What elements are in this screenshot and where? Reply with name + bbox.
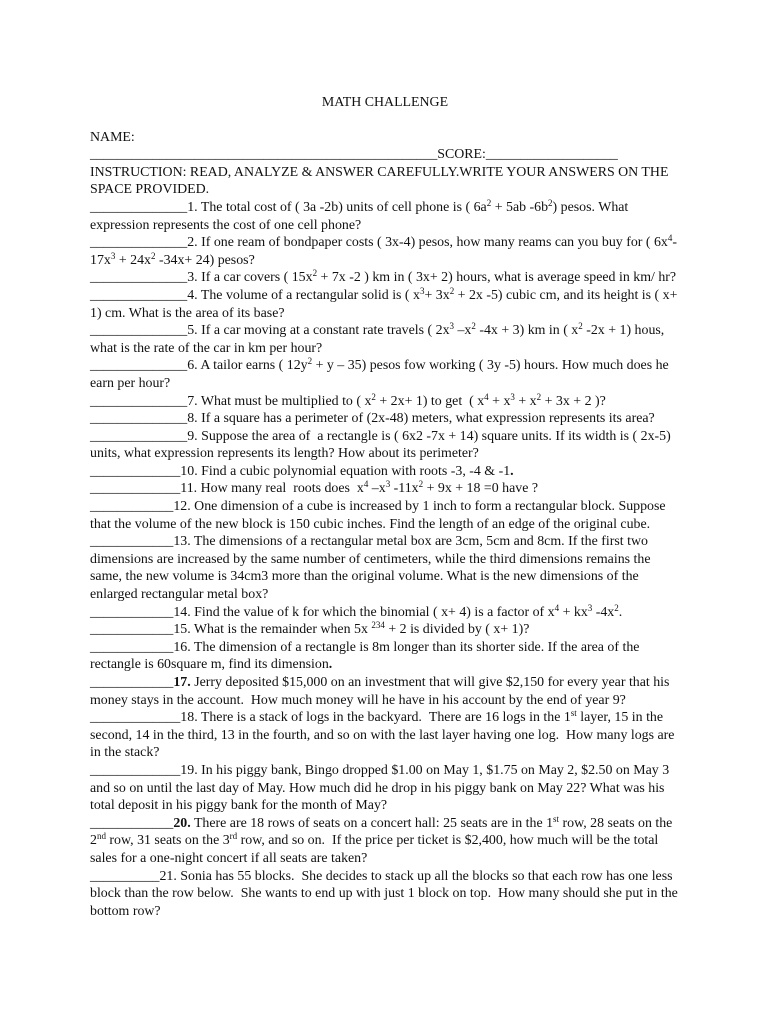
question-item bbox=[90, 621, 680, 639]
answer-blank[interactable]: ____________ bbox=[90, 604, 174, 620]
instruction-text: INSTRUCTION: READ, ANALYZE & ANSWER CAREFULLY.WRITE YOUR ANSWERS ON THE SPACE PROVIDED. bbox=[90, 164, 669, 198]
question-text: 18. There is a stack of logs in the backyard. There are 16 logs in the 1st layer, 15 in the second, 14 in the third, 13 in the fourth, and so on with the last layer having one log. How many logs are in the stack? bbox=[90, 708, 675, 761]
question-text: 6. A tailor earns ( $12y^2 + y - 35$) pesos fow working ( 3y -5) hours. How much does he earn per hour? bbox=[90, 356, 669, 391]
question-item bbox=[90, 480, 680, 498]
question-item bbox=[90, 357, 680, 392]
answer-blank[interactable]: ______________ bbox=[90, 235, 188, 251]
answer-blank[interactable]: _____________ bbox=[90, 463, 181, 479]
answer-blank[interactable]: _____________ bbox=[90, 481, 181, 497]
answer-blank[interactable]: ____________ bbox=[90, 815, 174, 831]
question-item bbox=[90, 322, 680, 357]
question-text: 21. Sonia has 55 blocks. She decides to stack up all the blocks so that each row has one less block than the row below. She wants to end up with just 1 block on top. How many should she put in the bottom row? bbox=[90, 868, 678, 919]
question-text: 14. Find the value of k for which the binomial ( x+ 4) is a factor of $x^4 + kx^3$ $-4x^2$. bbox=[173, 602, 623, 620]
question-text: 11. How many real roots does $x^4$ $-x^3$ $-11x^2 + 9x + 18 =0$ have ? bbox=[180, 479, 539, 497]
question-item bbox=[90, 463, 680, 481]
name-label: NAME: bbox=[90, 129, 135, 145]
answer-blank[interactable]: _____________ bbox=[90, 710, 181, 726]
question-item bbox=[90, 498, 680, 533]
answer-blank[interactable]: ______________ bbox=[90, 393, 188, 409]
answer-blank[interactable]: ______________ bbox=[90, 270, 188, 286]
name-score-line bbox=[90, 146, 680, 164]
question-text: 1. The total cost of ( 3a -2b) units of cell phone is ( $6a^2 + 5ab$ $-6b^2$) pesos. What expression represents the cost of one cell phone? bbox=[90, 197, 629, 233]
name-blank[interactable]: __________________________________________________ bbox=[90, 147, 438, 163]
question-text: 17. Jerry deposited $15,000 on an investment that will give $2,150 for every year that his money stays in the account. How much money will he have in his account by the end of year 9? bbox=[90, 675, 670, 708]
question-text: 13. The dimensions of a rectangular metal box are 3cm, 5cm and 8cm. If the first two dimensions are increased by the same number of centimeters, while the third dimensions remains the same, the new volume is 34cm3 more than the original volume. What is the new dimensions of the enlarged rectangular metal box? bbox=[90, 534, 651, 603]
worksheet-content bbox=[90, 94, 680, 920]
question-text: 10. Find a cubic polynomial equation with roots -3, -4 & -1. bbox=[180, 463, 514, 479]
question-item bbox=[90, 199, 680, 234]
answer-blank[interactable]: _____________ bbox=[90, 762, 181, 778]
question-text: 4. The volume of a rectangular solid is ( $x^3+ 3x^2 + 2x$ -5) cubic cm, and its height is ( x+ 1) cm. What is the area of its base? bbox=[90, 285, 678, 321]
question-text: 12. One dimension of a cube is increased by 1 inch to form a rectangular block. Suppose that the volume of the new block is 150 cubic inches. Find the length of an edge of the original cube. bbox=[90, 499, 666, 532]
score-label: SCORE: bbox=[437, 147, 486, 163]
question-item bbox=[90, 234, 680, 269]
answer-blank[interactable]: ____________ bbox=[90, 675, 174, 690]
question-list bbox=[90, 199, 680, 920]
question-item bbox=[90, 709, 680, 762]
question-text: 19. In his piggy bank, Bingo dropped $1.00 on May 1, $1.75 on May 2, $2.50 on May 3 and so on until the last day of May. How much did he drop in his piggy bank on May 22? What was his total deposit in his piggy bank for the month of May? bbox=[90, 762, 670, 814]
answer-blank[interactable]: ____________ bbox=[90, 639, 174, 655]
score-blank[interactable]: ___________________ bbox=[485, 147, 618, 163]
question-text: 7. What must be multiplied to ( $x^2 + 2x+ 1$) to get ( $x^4 + x^3 + x^2 + 3x + 2$ )? bbox=[187, 391, 606, 409]
answer-blank[interactable]: ______________ bbox=[90, 428, 188, 444]
question-item bbox=[90, 674, 680, 709]
answer-blank[interactable]: ______________ bbox=[90, 199, 188, 215]
question-item bbox=[90, 762, 680, 815]
question-text: 2. If one ream of bondpaper costs ( 3x-4) pesos, how many reams can you buy for ( $6x^4-17x^3 + 24x^2$ -34x+ 24) pesos? bbox=[90, 233, 678, 268]
answer-blank[interactable]: ______________ bbox=[90, 287, 188, 303]
answer-blank[interactable]: ______________ bbox=[90, 358, 188, 374]
question-item bbox=[90, 604, 680, 622]
question-item bbox=[90, 287, 680, 322]
question-text: 20. There are 18 rows of seats on a concert hall: 25 seats are in the 1st row, 28 seats on the 2nd row, 31 seats on the 3rd row, and so on. If the price per ticket is $2,400, how much will be the total sales for a one-night concert if all seats are taken? bbox=[90, 813, 673, 866]
question-item bbox=[90, 639, 680, 674]
question-item bbox=[90, 815, 680, 868]
answer-blank[interactable]: ______________ bbox=[90, 323, 188, 339]
answer-blank[interactable]: ______________ bbox=[90, 411, 188, 427]
worksheet-title: MATH CHALLENGE bbox=[321, 95, 449, 110]
question-item bbox=[90, 393, 680, 411]
answer-blank[interactable]: ____________ bbox=[90, 534, 174, 550]
answer-blank[interactable]: ____________ bbox=[90, 622, 174, 638]
question-text: 16. The dimension of a rectangle is 8m longer than its shorter side. If the area of the rectangle is 60square m, find its dimension. bbox=[90, 639, 640, 673]
question-text: 3. If a car covers ( $15x^2 + 7x$ -2 ) km in ( 3x+ 2) hours, what is average speed in km/ hr? bbox=[187, 268, 677, 286]
question-text: 5. If a car moving at a constant rate travels ( $2x^3$ $-x^2$ -4x + 3) km in ( $x^2$ -2x + 1) hous, what is the rate of the car in km per hour? bbox=[90, 321, 665, 356]
answer-blank[interactable]: __________ bbox=[90, 868, 160, 884]
question-item bbox=[90, 428, 680, 463]
answer-blank[interactable]: ____________ bbox=[90, 499, 174, 515]
question-item bbox=[90, 868, 680, 921]
question-item bbox=[90, 269, 680, 287]
question-text: 8. If a square has a perimeter of (2x-48) meters, what expression represents its area? bbox=[187, 411, 655, 427]
question-item bbox=[90, 410, 680, 428]
question-text: 9. Suppose the area of a rectangle is ( 6x2 -7x + 14) square units. If its width is ( 2x-5) units, what expression represents its length? How about its perimeter? bbox=[90, 428, 671, 462]
question-text: 15. What is the remainder when 5x $^{234}$ + 2 is divided by ( x+ 1)? bbox=[173, 620, 530, 638]
question-item bbox=[90, 533, 680, 603]
